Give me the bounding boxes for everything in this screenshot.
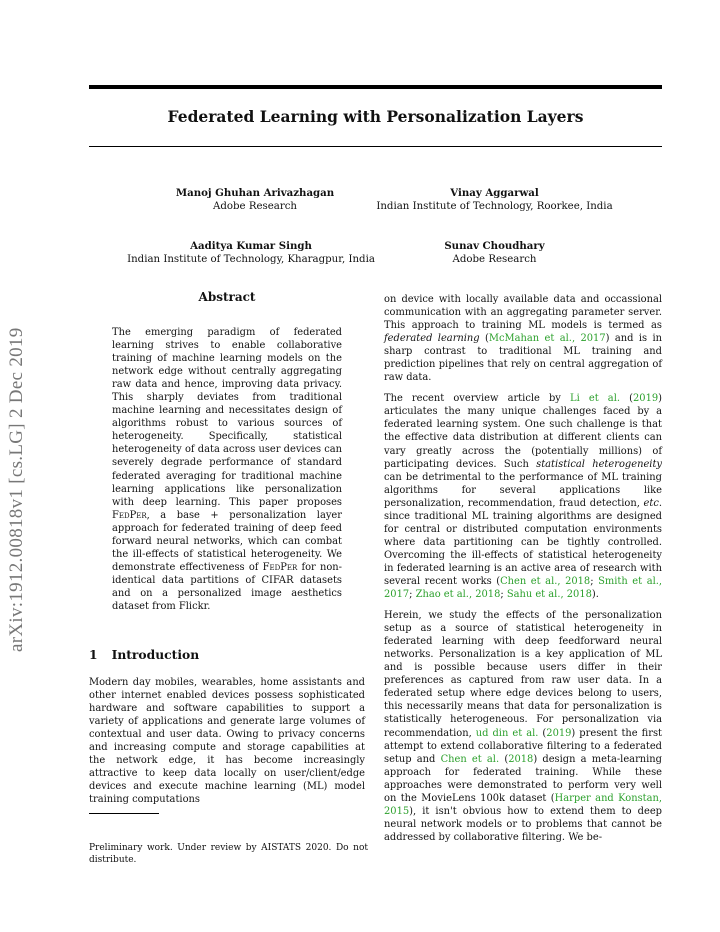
citation-link[interactable]: Chen et al. xyxy=(440,753,500,765)
citation-link[interactable]: Zhao et al., 2018 xyxy=(415,589,501,601)
author-name: Sunav Choudhary xyxy=(444,240,545,252)
abstract-text: The emerging paradigm of federated learning strives to enable collaborative training of machine learning models on the network edge without centrally aggregating raw data and hence, improving data privacy. This sharply deviates from traditional machine learning and necessitates design of algorithms robust to various sources of heterogeneity. Specifically, statistical heterogeneity of data across user devices can severely degrade performance of standard federated averaging for traditional machine learning applications like personalization with deep learning. This paper proposes FedPer, a base + personalization layer approach for federated training of deep feed forward neural networks, which can combat the ill-effects of statistical heterogeneity. We demonstrate effectiveness of FedPer for non-identical data partitions of CIFAR datasets and on a personalized image aesthetics dataset from Flickr. xyxy=(112,327,342,612)
citation-link[interactable]: ud din et al. xyxy=(475,727,539,739)
citation-link[interactable]: Sahu et al., 2018 xyxy=(506,589,592,601)
citation-link[interactable]: Harper and Konstan, 2015 xyxy=(384,792,662,817)
footnote: Preliminary work. Under review by AISTATS 2020. Do not distribute. xyxy=(89,843,368,865)
method-name: FedPer xyxy=(112,509,147,521)
paper-title: Federated Learning with Personalization Layers xyxy=(167,107,584,126)
citation-link[interactable]: Chen et al., 2018 xyxy=(500,575,591,587)
right-column xyxy=(384,293,662,844)
section-title: Introduction xyxy=(111,647,200,663)
left-column xyxy=(89,290,365,807)
arxiv-identifier: arXiv:1912.00818v1 [cs.LG] 2 Dec 2019 xyxy=(6,327,27,652)
citation-link[interactable]: 2019 xyxy=(633,393,659,405)
body-paragraph: Herein, we study the effects of the personalization setup as a source of statistical heterogeneity in federated learning with deep feedforward neural networks. Personalization is a key application of ML and is possible because users differ in their preferences as captured from raw user data. In a federated setup where edge devices belong to users, this necessarily means that data for personalization is statistically heterogeneous. For personalization via recommendation, ud din et al. (2019) present the first attempt to extend collaborative filtering to a federated setup and Chen et al. (2018) design a meta-learning approach for federated training. While these approaches were demonstrated to perform very well on the MovieLens 100k dataset (Harper and Konstan, 2015), it isn't obvious how to extend them to deep neural network models or to problems that cannot be addressed by collaborative filtering. We be- xyxy=(384,610,662,843)
body-paragraph: The recent overview article by Li et al. (2019) articulates the many unique challenges faced by a federated learning system. One such challenge is that the effective data distribution at different clients can vary greatly across the (potentially millions) of participating devices. Such statistical heterogeneity can be detrimental to the performance of ML training algorithms for several applications like personalization, recommendation, fraud detection, etc. since traditional ML training algorithms are designed for central or distributed computation environments where data partitioning can be tightly controlled. Overcoming the ill-effects of statistical heterogeneity in federated learning is an active area of research with several recent works (Chen et al., 2018; Smith et al., 2017; Zhao et al., 2018; Sahu et al., 2018). xyxy=(384,393,663,601)
author-name: Aaditya Kumar Singh xyxy=(190,240,312,252)
citation-link[interactable]: Li et al. xyxy=(570,393,620,405)
citation-link[interactable]: 2019 xyxy=(546,727,572,739)
footnote-rule xyxy=(89,813,159,814)
body-paragraph: on device with locally available data and occassional communication with an aggregating parameter server. This approach to training ML models is termed as federated learning (McMahan et al., 2017) and is in sharp contrast to traditional ML training and prediction pipelines that rely on central aggregation of raw data. xyxy=(384,294,662,384)
author-affiliation: Adobe Research xyxy=(452,254,537,265)
citation-link[interactable]: 2018 xyxy=(508,753,534,765)
title-bottom-rule xyxy=(89,146,662,147)
author-block xyxy=(140,186,370,214)
abstract-heading: Abstract xyxy=(198,290,256,304)
citation-link[interactable]: Smith et al., 2017 xyxy=(384,575,663,601)
author-block xyxy=(362,186,627,214)
intro-paragraph: Modern day mobiles, wearables, home assistants and other internet enabled devices possess sophisticated hardware and software capabilities to support a variety of applications and generate large volumes of contextual and user data. Owing to privacy concerns and increasing compute and storage capabilities at the network edge, it has become increasingly attractive to keep data locally on user/client/edge devices and execute machine learning (ML) model training computations xyxy=(89,677,365,806)
section-number: 1 xyxy=(89,647,98,663)
author-affiliation: Indian Institute of Technology, Roorkee, India xyxy=(376,201,613,212)
author-affiliation: Indian Institute of Technology, Kharagpur, India xyxy=(127,254,375,265)
author-affiliation: Adobe Research xyxy=(213,201,297,212)
method-name: FedPer xyxy=(262,561,298,573)
section-heading xyxy=(89,647,365,662)
author-block xyxy=(115,239,387,267)
author-block xyxy=(417,239,572,267)
title-top-rule xyxy=(89,85,662,89)
author-name: Manoj Ghuhan Arivazhagan xyxy=(175,187,335,199)
author-name: Vinay Aggarwal xyxy=(450,187,539,199)
citation-link[interactable]: McMahan et al., 2017 xyxy=(488,333,606,345)
